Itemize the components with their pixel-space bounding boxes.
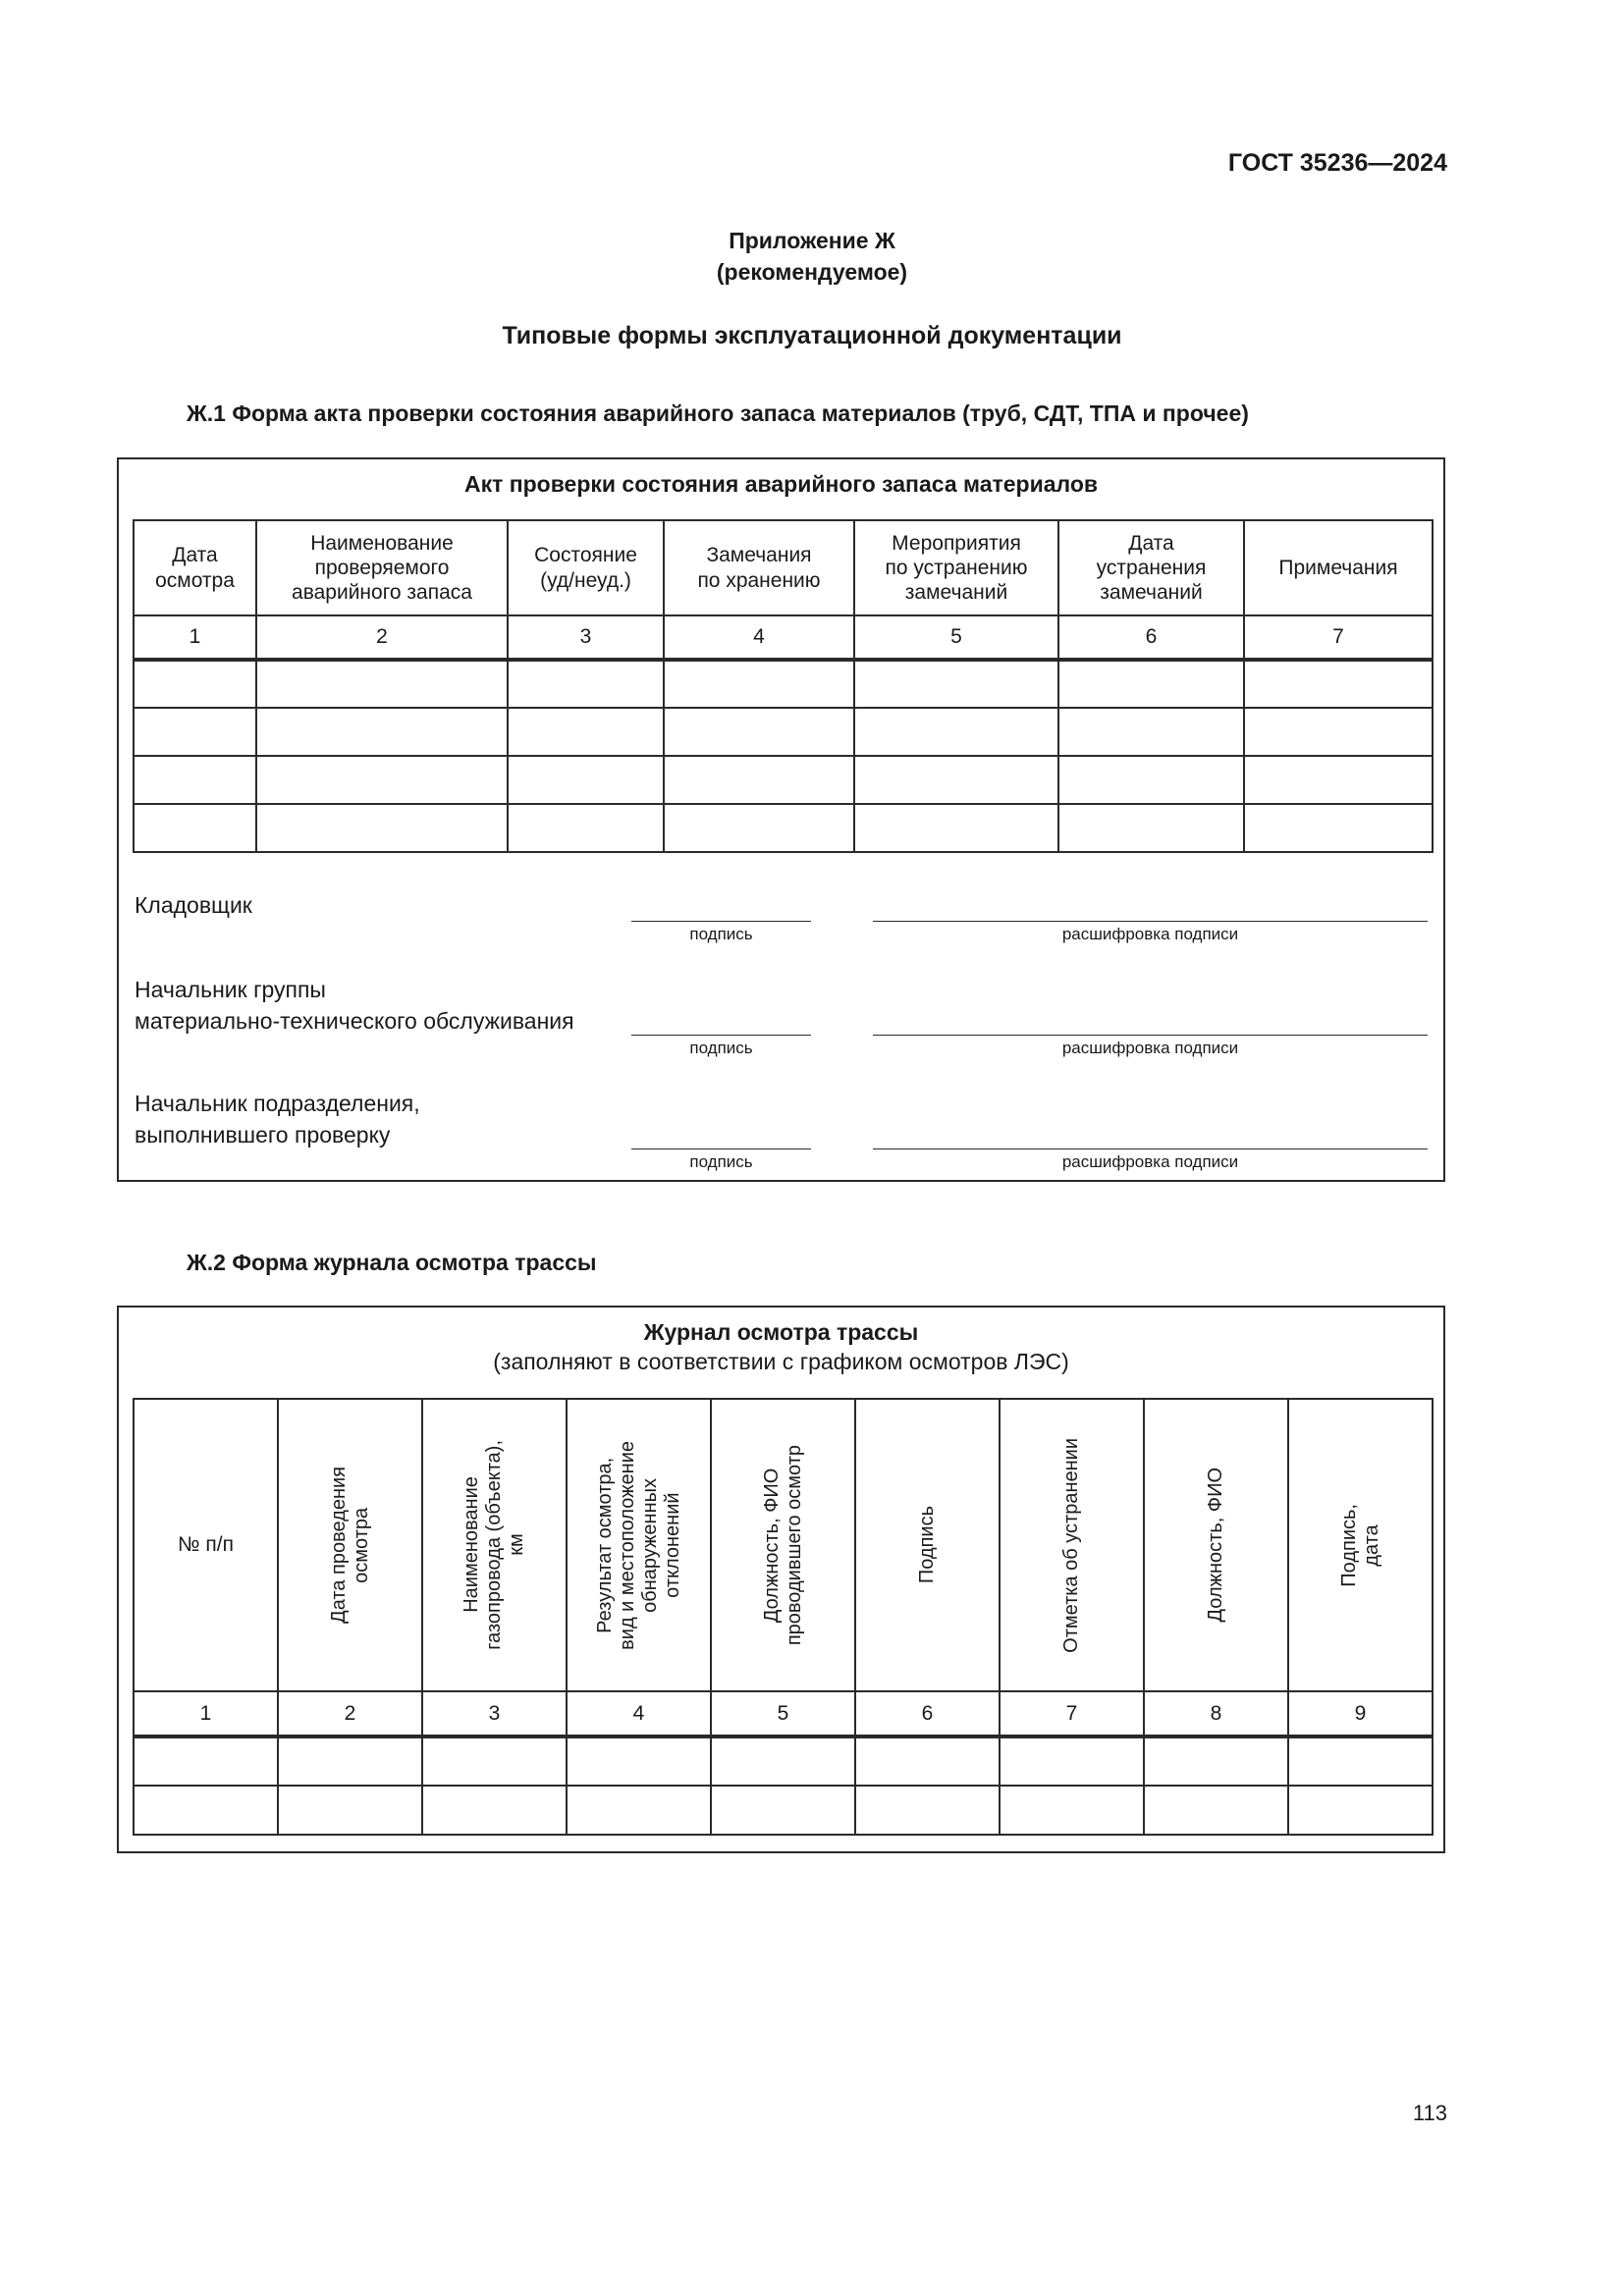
journal-header-row [134,1399,1433,1691]
journal-col-header: № п/п [134,1399,278,1691]
journal-col-header-text: Результат осмотра, вид и местоположение обнаруженных отклонений [593,1440,683,1650]
table-cell[interactable] [664,756,854,804]
table-cell[interactable] [422,1736,567,1786]
act-form-title: Акт проверки состояния аварийного запаса материалов [463,471,1099,497]
table-cell[interactable] [1244,756,1433,804]
annex-title: Приложение Ж [729,228,895,253]
table-cell[interactable] [1288,1736,1433,1786]
signature-caption: подпись [689,1152,753,1171]
signature-decode-line[interactable] [873,1035,1428,1036]
signature-line[interactable] [631,1035,811,1036]
table-cell[interactable] [567,1786,711,1835]
table-cell[interactable] [711,1786,855,1835]
journal-col-number: 3 [422,1691,567,1736]
act-col-header: Мероприятия по устранению замечаний [854,520,1058,615]
signature-decode-caption: расшифровка подписи [1061,1152,1239,1171]
journal-col-header [422,1399,567,1691]
table-cell[interactable] [1000,1736,1144,1786]
table-row [134,660,1433,708]
act-header-row [134,520,1433,615]
table-cell[interactable] [134,1786,278,1835]
act-col-header: Примечания [1244,520,1433,615]
table-row [134,756,1433,804]
signature-decode-line[interactable] [873,1148,1428,1149]
table-cell[interactable] [422,1786,567,1835]
act-col-number: 4 [664,615,854,660]
table-cell[interactable] [508,756,664,804]
signature-decode-line[interactable] [873,921,1428,922]
journal-col-number: 9 [1288,1691,1433,1736]
table-cell[interactable] [134,1736,278,1786]
journal-col-header-text: Дата проведения осмотра [327,1467,372,1624]
journal-col-number: 8 [1144,1691,1288,1736]
table-cell[interactable] [664,804,854,852]
section2-title: Ж.2 Форма журнала осмотра трассы [187,1250,597,1275]
table-cell[interactable] [854,804,1058,852]
journal-col-number: 6 [855,1691,1000,1736]
table-row [134,804,1433,852]
table-cell[interactable] [134,660,256,708]
table-cell[interactable] [1244,660,1433,708]
act-col-number: 6 [1058,615,1244,660]
table-cell[interactable] [855,1786,1000,1835]
table-cell[interactable] [854,660,1058,708]
standard-number: ГОСТ 35236—2024 [1227,149,1447,177]
table-cell[interactable] [711,1736,855,1786]
table-cell[interactable] [508,708,664,756]
table-cell[interactable] [664,708,854,756]
journal-col-number: 1 [134,1691,278,1736]
act-col-header: Дата устранения замечаний [1058,520,1244,615]
act-col-number: 3 [508,615,664,660]
journal-col-header [855,1399,1000,1691]
journal-col-header [567,1399,711,1691]
table-cell[interactable] [854,708,1058,756]
signature-label-unit-head: Начальник подразделения, выполнившего проверку [135,1091,420,1148]
journal-col-header-text: Подпись, дата [1337,1503,1382,1587]
table-cell[interactable] [256,804,508,852]
journal-form-subtitle: (заполняют в соответствии с графиком осмотров ЛЭС) [493,1349,1069,1374]
table-row [134,1786,1433,1835]
table-cell[interactable] [567,1736,711,1786]
table-cell[interactable] [1244,804,1433,852]
signature-line[interactable] [631,1148,811,1149]
table-cell[interactable] [278,1786,422,1835]
table-cell[interactable] [854,756,1058,804]
table-row [134,1736,1433,1786]
signature-caption: подпись [689,1039,753,1057]
journal-col-number: 7 [1000,1691,1144,1736]
table-cell[interactable] [256,708,508,756]
table-cell[interactable] [855,1736,1000,1786]
act-col-number: 1 [134,615,256,660]
signature-decode-caption: расшифровка подписи [1061,1039,1239,1057]
table-cell[interactable] [1144,1786,1288,1835]
table-cell[interactable] [256,660,508,708]
table-cell[interactable] [508,660,664,708]
signature-decode-caption: расшифровка подписи [1061,925,1239,943]
annex-status: (рекомендуемое) [716,259,908,285]
act-col-header: Дата осмотра [134,520,256,615]
journal-col-number: 5 [711,1691,855,1736]
journal-col-header-text: Отметка об устранении [1060,1437,1082,1653]
journal-col-header [1288,1399,1433,1691]
table-cell[interactable] [1288,1786,1433,1835]
journal-form-title: Журнал осмотра трассы [643,1319,919,1345]
act-col-header: Состояние (уд/неуд.) [508,520,664,615]
journal-col-header-text: Должность, ФИО [1205,1468,1226,1623]
journal-form-frame [117,1306,1445,1853]
table-cell[interactable] [1244,708,1433,756]
journal-col-header [1144,1399,1288,1691]
act-table [133,519,1434,853]
table-cell[interactable] [278,1736,422,1786]
annex-heading: Типовые формы эксплуатационной документации [502,322,1122,349]
table-cell[interactable] [134,804,256,852]
act-col-number: 7 [1244,615,1433,660]
table-cell[interactable] [1144,1736,1288,1786]
signature-label-group-head: Начальник группы материально-технического обслуживания [135,977,574,1035]
page-number: 113 [1412,2101,1447,2125]
signature-caption: подпись [689,925,753,943]
table-cell[interactable] [1058,804,1244,852]
journal-col-header [278,1399,422,1691]
act-col-number: 5 [854,615,1058,660]
signature-line[interactable] [631,921,811,922]
table-cell[interactable] [1058,660,1244,708]
act-form-frame [117,457,1445,1182]
table-cell[interactable] [256,756,508,804]
act-col-number: 2 [256,615,508,660]
signature-label-storekeeper: Кладовщик [135,892,252,918]
act-col-header: Наименование проверяемого аварийного запаса [256,520,508,615]
table-cell[interactable] [134,756,256,804]
journal-col-header-text: Подпись [916,1506,938,1584]
journal-col-header-text: Наименование газопровода (объекта), км [460,1440,527,1650]
table-cell[interactable] [664,660,854,708]
table-cell[interactable] [134,708,256,756]
journal-col-number: 2 [278,1691,422,1736]
journal-col-header-text: Должность, ФИО проводившего осмотр [760,1444,805,1646]
journal-col-header [711,1399,855,1691]
journal-col-number: 4 [567,1691,711,1736]
table-cell[interactable] [1000,1786,1144,1835]
journal-table [133,1398,1434,1836]
table-cell[interactable] [508,804,664,852]
table-cell[interactable] [1058,708,1244,756]
journal-col-header [1000,1399,1144,1691]
journal-number-row [134,1691,1433,1736]
act-number-row [134,615,1433,660]
act-col-header: Замечания по хранению [664,520,854,615]
section1-title: Ж.1 Форма акта проверки состояния аварийного запаса материалов (труб, СДТ, ТПА и прочее) [187,400,1249,426]
table-row [134,708,1433,756]
table-cell[interactable] [1058,756,1244,804]
